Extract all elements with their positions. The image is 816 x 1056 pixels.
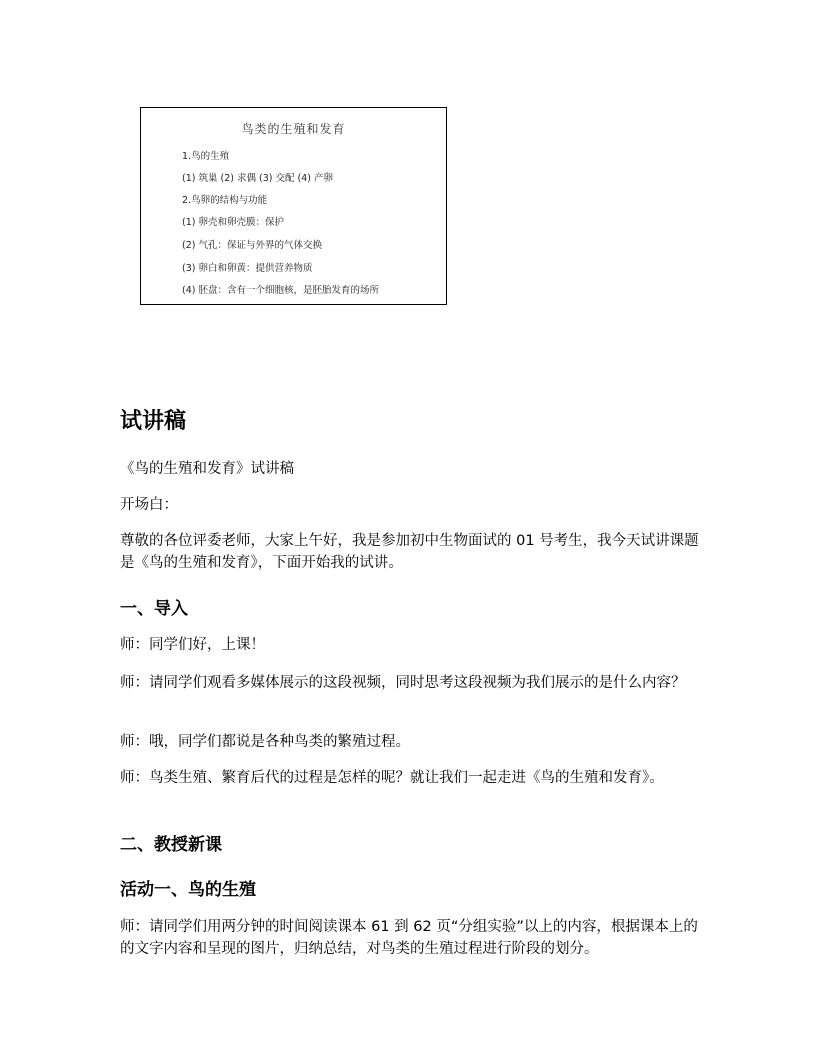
lesson-board-image — [140, 107, 447, 305]
document-subtitle: 《鸟的生殖和发育》试讲稿 — [120, 461, 294, 477]
document-title: 试讲稿 — [120, 409, 187, 434]
board-line-1: 1.鸟的生殖 — [182, 151, 230, 162]
paragraph: 师：同学们好，上课！ — [120, 637, 265, 653]
opening-text: 尊敬的各位评委老师，大家上午好，我是参加初中生物面试的 01 号考生，我今天试讲课题是《鸟的生殖和发育》，下面开始我的试讲。 — [120, 533, 699, 571]
paragraph: 师：鸟类生殖、繁育后代的过程是怎样的呢？就让我们一起走进《鸟的生殖和发育》。 — [120, 770, 664, 786]
board-line-7: (4) 胚盘：含有一个细胞核，是胚胎发育的场所 — [182, 285, 379, 296]
board-line-2: (1) 筑巢 (2) 求偶 (3) 交配 (4) 产卵 — [182, 173, 333, 184]
section-heading-intro: 一、导入 — [120, 599, 188, 619]
section-heading-new-lesson: 二、教授新课 — [120, 835, 222, 855]
board-title: 鸟类的生殖和发育 — [241, 122, 346, 136]
activity-heading: 活动一、鸟的生殖 — [120, 880, 256, 900]
board-line-4: (1) 卵壳和卵壳膜：保护 — [182, 217, 284, 228]
board-line-6: (3) 卵白和卵黄：提供营养物质 — [182, 263, 313, 274]
paragraph: 师：哦，同学们都说是各种鸟类的繁殖过程。 — [120, 734, 410, 750]
paragraph: 师：请同学们用两分钟的时间阅读课本 61 到 62 页“分组实验”以上的内容，根据课本上的的文字内容和呈现的图片，归纳总结，对鸟类的生殖过程进行阶段的划分。 — [120, 919, 698, 957]
opening-label: 开场白： — [120, 497, 178, 513]
board-line-3: 2.鸟卵的结构与功能 — [182, 195, 268, 206]
board-line-5: (2) 气孔：保证与外界的气体交换 — [182, 240, 322, 251]
paragraph: 师：请同学们观看多媒体展示的这段视频，同时思考这段视频为我们展示的是什么内容？ — [120, 675, 686, 691]
